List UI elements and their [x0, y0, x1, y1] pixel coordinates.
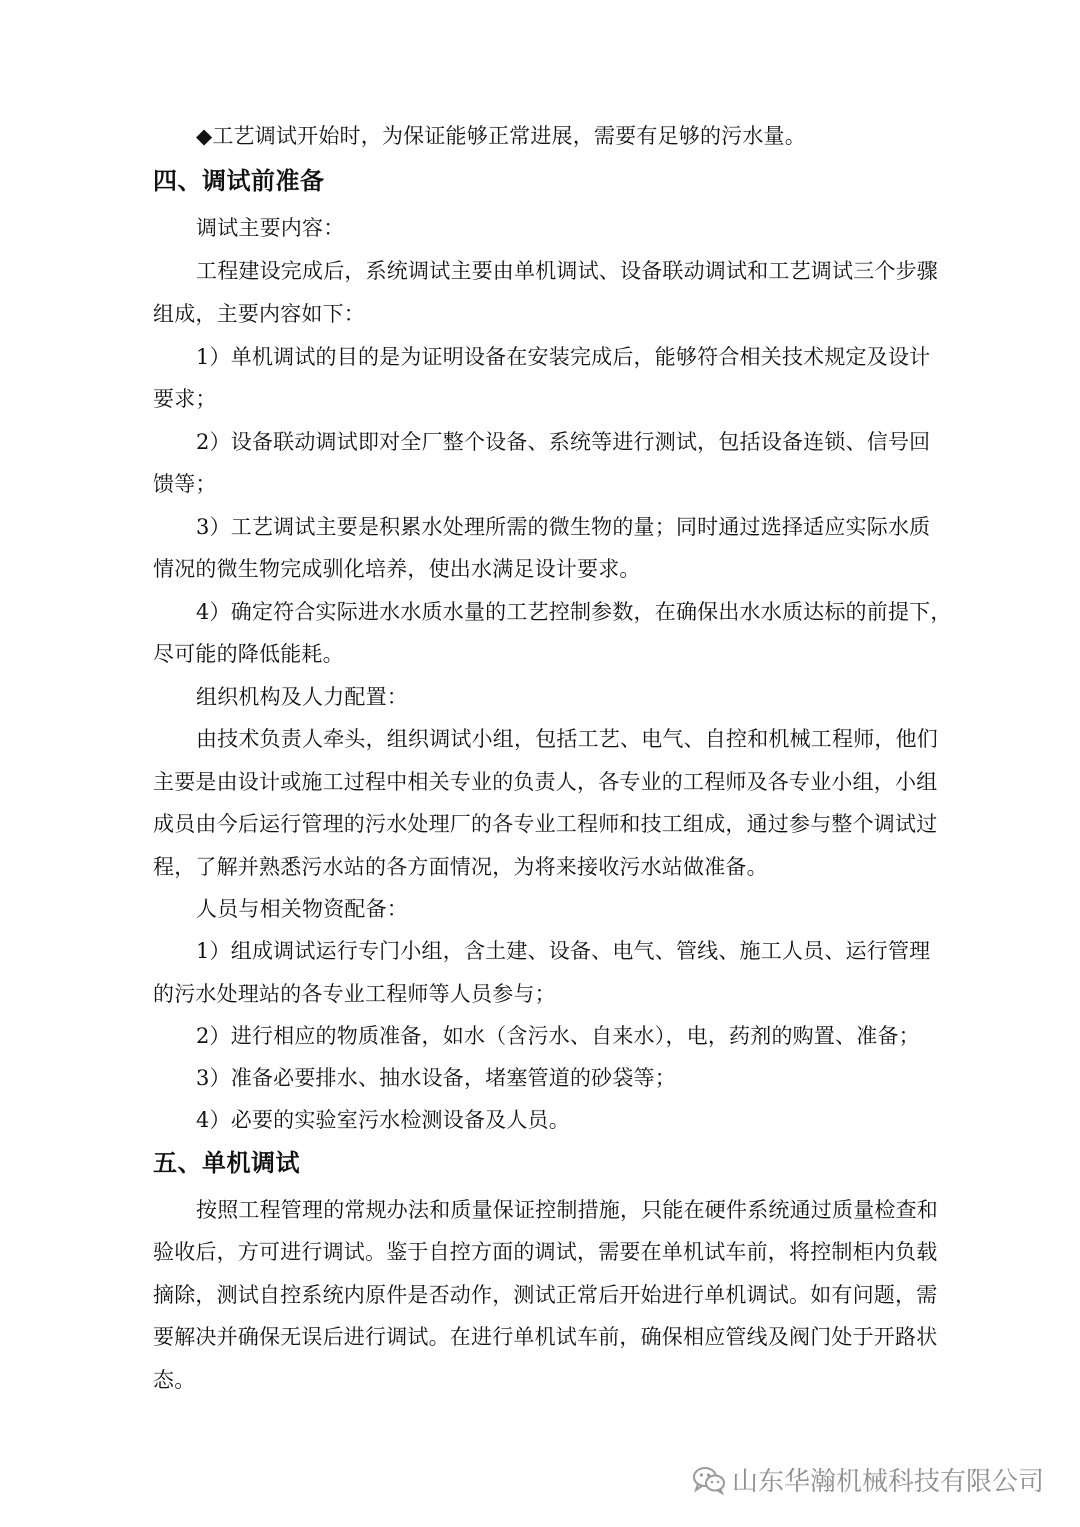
list-item-line: 2）进行相应的物质准备，如水（含污水、自来水），电，药剂的购置、准备； [196, 1024, 920, 1048]
list-item-line: 馈等； [153, 472, 217, 496]
subheading-org: 组织机构及人力配置： [196, 685, 408, 709]
list-item-line: 4）必要的实验室污水检测设备及人员。 [196, 1108, 570, 1132]
list-item-line: 的污水处理站的各专业工程师等人员参与； [153, 982, 556, 1006]
paragraph-line: 验收后，方可进行调试。鉴于自控方面的调试，需要在单机试车前，将控制柜内负载 [153, 1240, 938, 1264]
list-item-line: 3）准备必要排水、抽水设备，堵塞管道的砂袋等； [196, 1066, 676, 1090]
subheading-content: 调试主要内容： [196, 216, 345, 240]
watermark-text: 山东华瀚机械科技有限公司 [731, 1467, 1044, 1497]
paragraph-line: 态。 [153, 1368, 196, 1392]
paragraph-line: 成员由今后运行管理的污水处理厂的各专业工程师和技工组成，通过参与整个调试过 [153, 812, 938, 836]
watermark [692, 1461, 1044, 1498]
paragraph-line: 按照工程管理的常规办法和质量保证控制措施，只能在硬件系统通过质量检查和 [196, 1198, 938, 1222]
subheading-staff: 人员与相关物资配备： [196, 897, 408, 921]
section-heading-5: 五、单机调试 [153, 1148, 300, 1177]
list-item-line: 1）单机调试的目的是为证明设备在安装完成后，能够符合相关技术规定及设计 [196, 345, 931, 369]
paragraph-line: 组成，主要内容如下： [153, 302, 365, 326]
list-item-line: 2）设备联动调试即对全厂整个设备、系统等进行测试，包括设备连锁、信号回 [196, 430, 931, 454]
section-heading-4: 四、调试前准备 [153, 166, 325, 195]
list-item-line: 3）工艺调试主要是积累水处理所需的微生物的量；同时通过选择适应实际水质 [196, 515, 931, 539]
paragraph-line: 要解决并确保无误后进行调试。在进行单机试车前，确保相应管线及阀门处于开路状 [153, 1325, 938, 1349]
list-item-line: 情况的微生物完成驯化培养，使出水满足设计要求。 [153, 557, 641, 581]
paragraph-line: 主要是由设计或施工过程中相关专业的负责人，各专业的工程师及各专业小组，小组 [153, 770, 938, 794]
list-item-line: 要求； [153, 387, 217, 411]
list-item-line: 尽可能的降低能耗。 [153, 642, 344, 666]
bullet-paragraph: ◆工艺调试开始时，为保证能够正常进展，需要有足够的污水量。 [196, 124, 806, 148]
paragraph-line: 工程建设完成后，系统调试主要由单机调试、设备联动调试和工艺调试三个步骤 [196, 259, 938, 283]
paragraph-line: 摘除，测试自控系统内原件是否动作，测试正常后开始进行单机调试。如有问题，需 [153, 1283, 938, 1307]
list-item-line: 1）组成调试运行专门小组，含土建、设备、电气、管线、施工人员、运行管理 [196, 939, 931, 963]
paragraph-line: 程，了解并熟悉污水站的各方面情况，为将来接收污水站做准备。 [153, 855, 768, 879]
paragraph-line: 由技术负责人牵头，组织调试小组，包括工艺、电气、自控和机械工程师，他们 [196, 727, 938, 751]
list-item-line: 4）确定符合实际进水水质水量的工艺控制参数，在确保出水水质达标的前提下， [196, 600, 952, 624]
wechat-icon [692, 1465, 726, 1495]
